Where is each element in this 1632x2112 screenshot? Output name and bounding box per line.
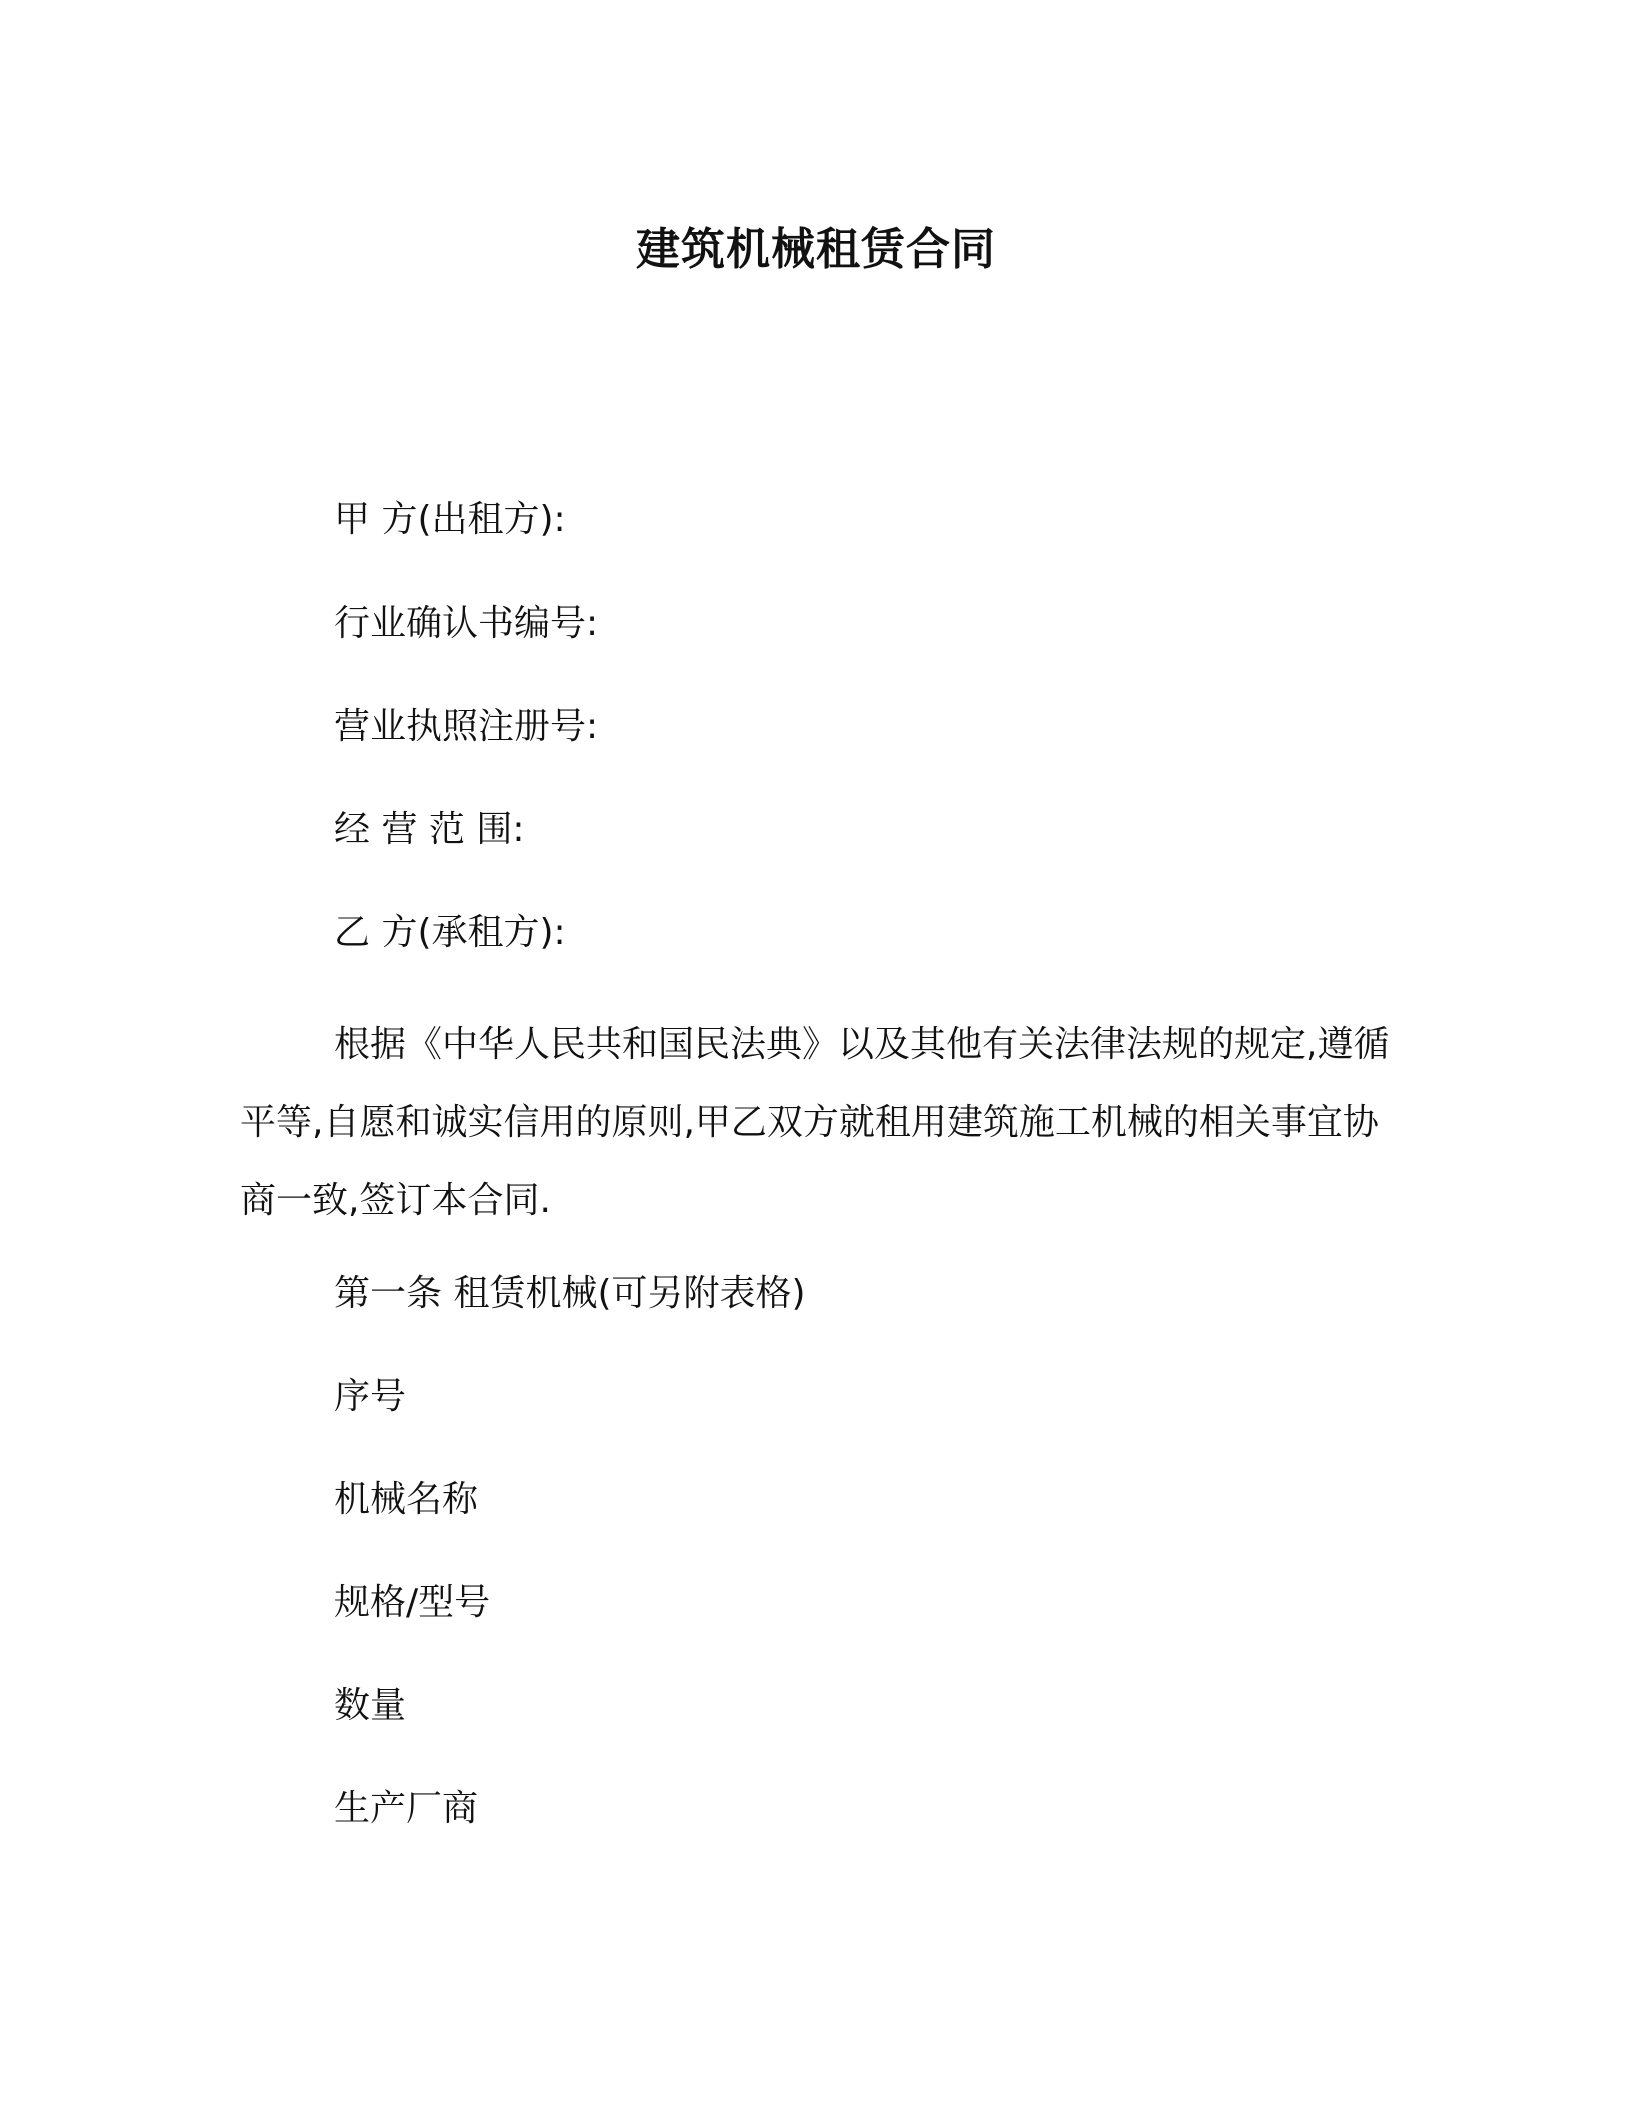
article-1-heading: 第一条 租赁机械(可另附表格)	[334, 1273, 806, 1314]
column-serial-no: 序号	[334, 1376, 407, 1417]
party-b-label: 乙 方(承租方):	[334, 912, 566, 953]
document-title: 建筑机械租赁合同	[636, 224, 996, 275]
column-machine-name: 机械名称	[334, 1479, 479, 1520]
column-quantity: 数量	[334, 1685, 407, 1726]
column-manufacturer: 生产厂商	[334, 1788, 479, 1829]
business-scope-label: 经 营 范 围:	[334, 809, 525, 850]
preamble-paragraph: 根据《中华人民共和国民法典》以及其他有关法律法规的规定,遵循平等,自愿和诚实信用的原则,甲乙双方就租用建筑施工机械的相关事宜协商一致,签订本合同.	[240, 1024, 1390, 1221]
party-a-label: 甲 方(出租方):	[334, 499, 566, 540]
column-spec-model: 规格/型号	[334, 1582, 491, 1623]
industry-cert-no-label: 行业确认书编号:	[334, 603, 599, 644]
business-license-no-label: 营业执照注册号:	[334, 706, 599, 747]
